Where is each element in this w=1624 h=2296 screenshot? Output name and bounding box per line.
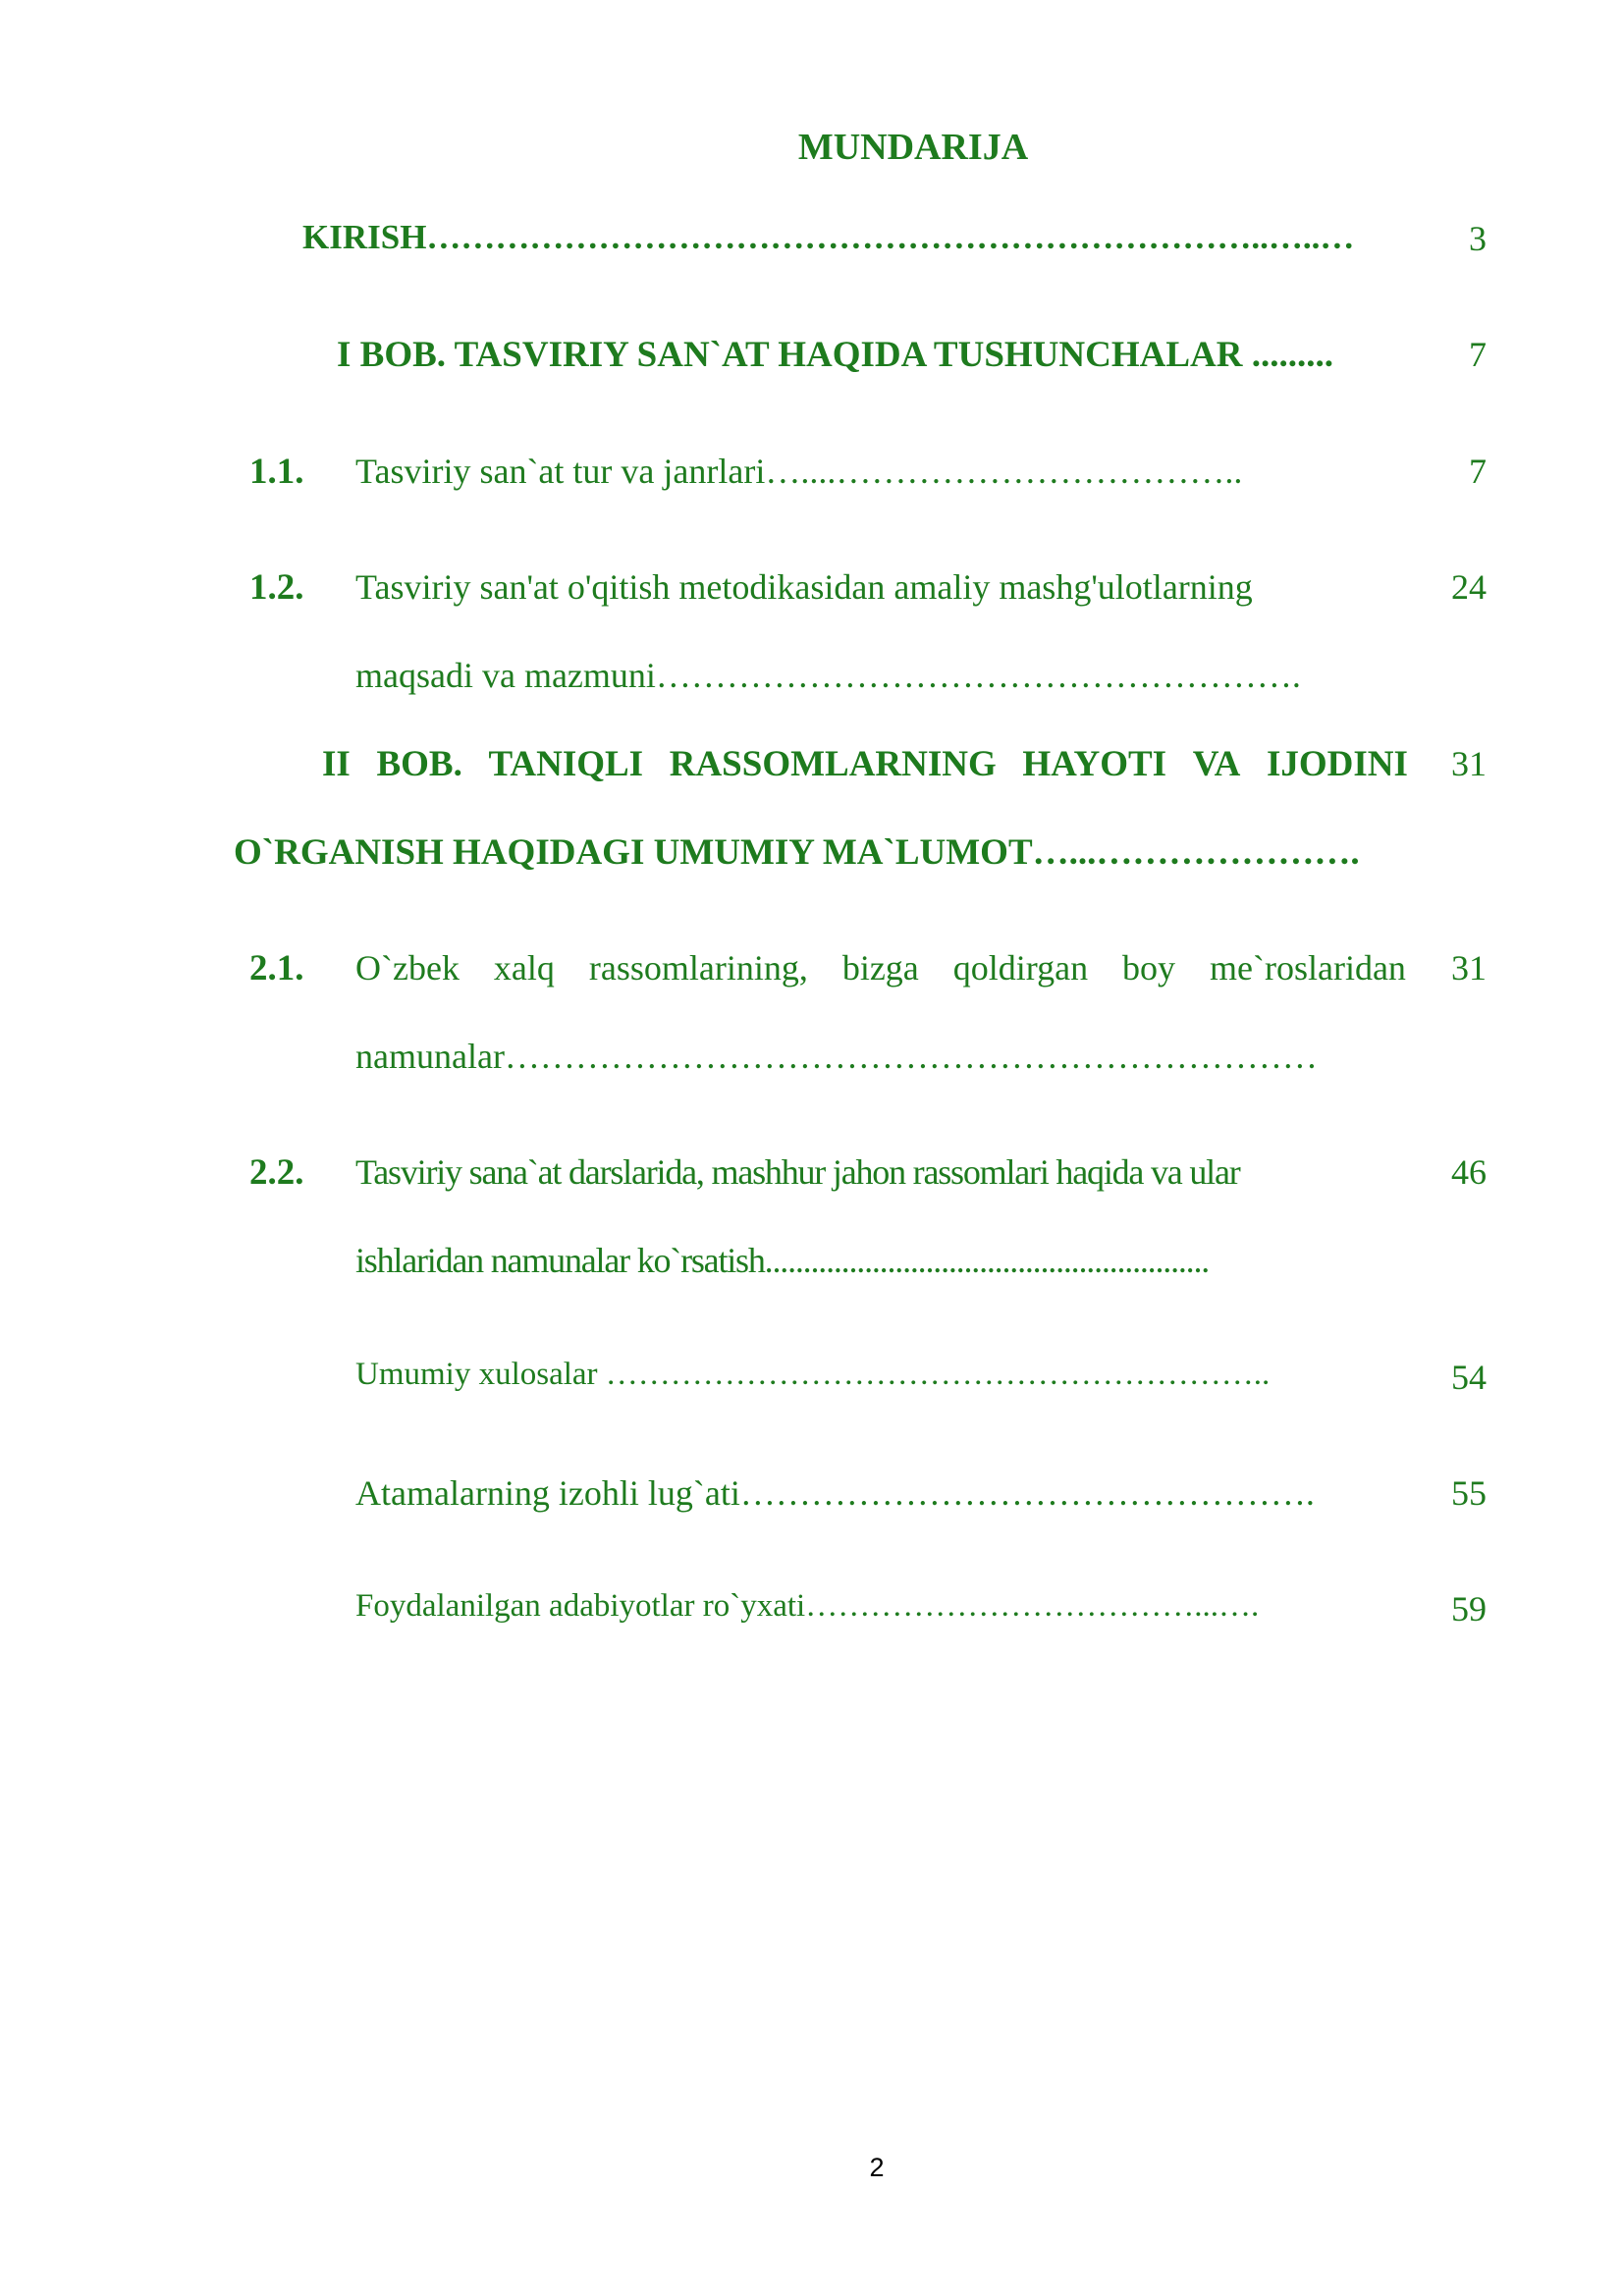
word: xalq [493,948,555,988]
toc-entry-chapter-1[interactable]: I BOB. TASVIRIY SAN`AT HAQIDA TUSHUNCHALAR ......... [337,335,1333,375]
word: II [322,744,351,784]
toc-number-1-2: 1.2. [249,567,304,608]
page-title: MUNDARIJA [797,127,1029,168]
toc-number-1-1: 1.1. [249,452,304,492]
word: boy [1122,948,1176,988]
word: rassomlarining, [588,948,808,988]
toc-entry-glossary[interactable]: Atamalarning izohli lug`ati…………………………………………. [355,1473,1315,1513]
toc-page-conclusions: 54 [1451,1358,1487,1397]
toc-page-kirish: 3 [1469,219,1487,258]
toc-entry-chapter-2-line2[interactable]: O`RGANISH HAQIDAGI UMUMIY MA`LUMOT…...…………………. [234,832,1360,873]
toc-page-2-1: 31 [1451,948,1487,988]
toc-entry-1-1[interactable]: Tasviriy san`at tur va janrlari…....…………………………….. [355,452,1243,491]
toc-entry-kirish[interactable]: KIRISH………………………………………………………………..…..… [302,218,1355,256]
toc-entry-bibliography[interactable]: Foydalanilgan adabiyotlar ro`yxati………………………………...…. [355,1588,1260,1624]
word: IJODINI [1267,744,1408,784]
word: VA [1192,744,1241,784]
word: me`roslaridan [1210,948,1406,988]
toc-page-chapter-1: 7 [1469,335,1487,374]
word: BOB. [376,744,462,784]
word: HAYOTI [1022,744,1167,784]
word: RASSOMLARNING [669,744,997,784]
toc-page-1-1: 7 [1469,452,1487,491]
toc-entry-conclusions[interactable]: Umumiy xulosalar …………………………………………………….. [355,1357,1271,1392]
toc-page-1-2: 24 [1451,567,1487,607]
toc-entry-1-2-line2[interactable]: maqsadi va mazmuni………………………………………………. [355,656,1301,695]
word: bizga [841,948,919,988]
toc-entry-2-2-line2[interactable]: ishlaridan namunalar ko`rsatish.......................................................... [355,1241,1210,1280]
toc-page-bibliography: 59 [1451,1589,1487,1629]
toc-entry-2-1-line2[interactable]: namunalar…………………………………………………………… [355,1037,1318,1076]
toc-entry-2-1-line1[interactable] [355,947,1406,988]
toc-page-chapter-2: 31 [1451,744,1487,783]
toc-entry-2-2-line1[interactable]: Tasviriy sana`at darslarida, mashhur jahon rassomlari haqida va ular [355,1152,1240,1192]
footer-page-number: 2 [869,2153,885,2182]
word: O`zbek [355,948,460,988]
toc-page-2-2: 46 [1451,1152,1487,1192]
word: qoldirgan [952,948,1089,988]
toc-page-glossary: 55 [1451,1473,1487,1513]
toc-entry-1-2-line1[interactable]: Tasviriy san'at o'qitish metodikasidan amaliy mashg'ulotlarning [355,567,1253,607]
toc-number-2-2: 2.2. [249,1152,304,1193]
toc-number-2-1: 2.1. [249,948,304,988]
toc-entry-chapter-2-line1[interactable] [322,743,1408,785]
word: TANIQLI [488,744,644,784]
